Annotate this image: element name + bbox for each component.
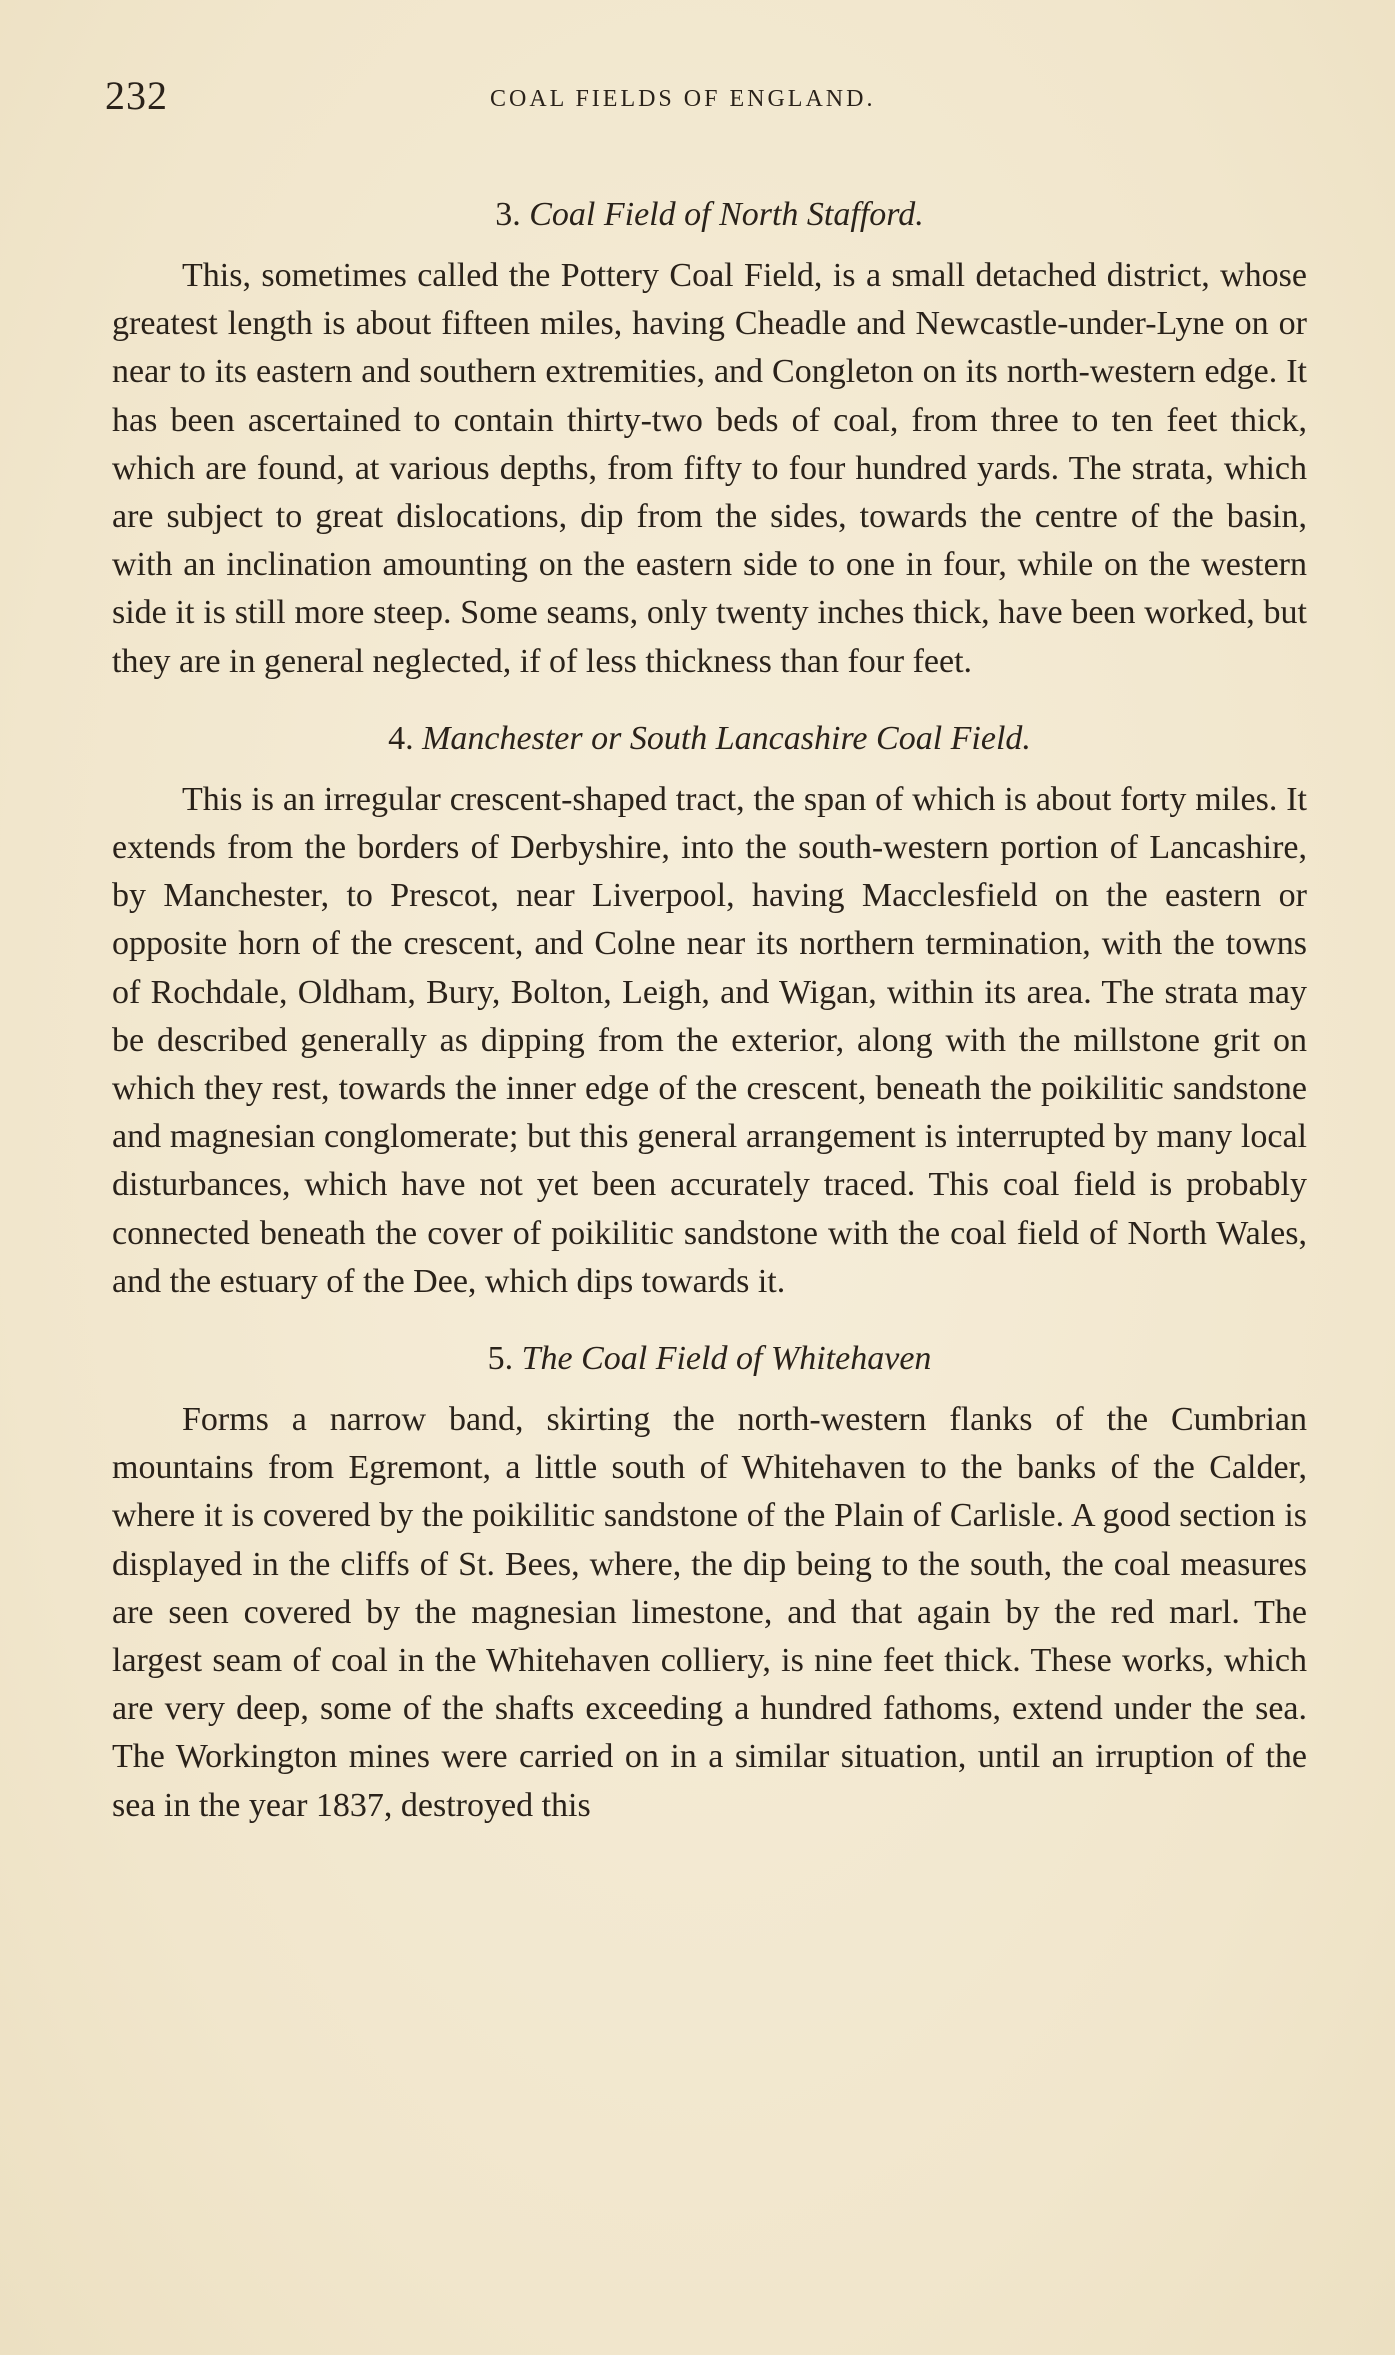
section-heading-north-stafford	[112, 190, 1307, 252]
page-number: 232	[105, 73, 168, 118]
section-paragraph-north-stafford: This, sometimes called the Pottery Coal Field, is a small detached district, whose greatest length is about fifteen miles, having Cheadle and Newcastle-under-Lyne on or near to its eastern and southern extremities, and Congleton on its north-western edge. It has been ascertained to contain thirty-two beds of coal, from three to ten feet thick, which are found, at various depths, from fifty to four hundred yards. The strata, which are subject to great dislocations, dip from the sides, towards the centre of the basin, with an inclination amounting on the eastern side to one in four, while on the western side it is still more steep. Some seams, only twenty inches thick, have been worked, but they are in general neglected, if of less thickness than four feet.	[112, 257, 1307, 680]
section-number: 3.	[495, 196, 521, 233]
section-heading-whitehaven	[112, 1334, 1307, 1396]
section-number: 4.	[388, 719, 414, 757]
body-text	[112, 190, 1307, 1858]
section-title: Manchester or South Lancashire Coal Field.	[422, 719, 1031, 757]
section-paragraph-manchester: This is an irregular crescent-shaped tract, the span of which is about forty miles. It extends from the borders of Derbyshire, into the south-western portion of Lancashire, by Manchester, to Prescot, near Liverpool, having Macclesfield on the eastern or opposite horn of the crescent, and Colne near its northern termination, with the towns of Rochdale, Oldham, Bury, Bolton, Leigh, and Wigan, within its area. The strata may be described generally as dipping from the exterior, along with the millstone grit on which they rest, towards the inner edge of the crescent, beneath the poikilitic sandstone and magnesian conglomerate; but this general arrangement is interrupted by many local disturbances, which have not yet been accurately traced. This coal field is probably connected beneath the cover of poikilitic sandstone with the coal field of North Wales, and the estuary of the Dee, which dips towards it.	[112, 780, 1307, 1300]
section-number: 5.	[487, 1340, 514, 1378]
section-paragraph-whitehaven: Forms a narrow band, skirting the north-western flanks of the Cumbrian mountains from Egremont, a little south of Whitehaven to the banks of the Calder, where it is covered by the poikilitic sandstone of the Plain of Carlisle. A good section is displayed in the cliffs of St. Bees, where, the dip being to the south, the coal measures are seen covered by the magnesian limestone, and that again by the red marl. The largest seam of coal in the Whitehaven colliery, is nine feet thick. These works, which are very deep, some of the shafts exceeding a hundred fathoms, extend under the sea. The Workington mines were carried on in a similar situation, until an irruption of the sea in the year 1837, destroyed this	[112, 1401, 1307, 1824]
page-header	[105, 72, 1300, 120]
section-heading-manchester	[112, 714, 1307, 776]
section-title: The Coal Field of Whitehaven	[521, 1340, 932, 1378]
section-title: Coal Field of North Stafford.	[529, 196, 924, 233]
running-head: COAL FIELDS OF ENGLAND.	[490, 86, 876, 112]
